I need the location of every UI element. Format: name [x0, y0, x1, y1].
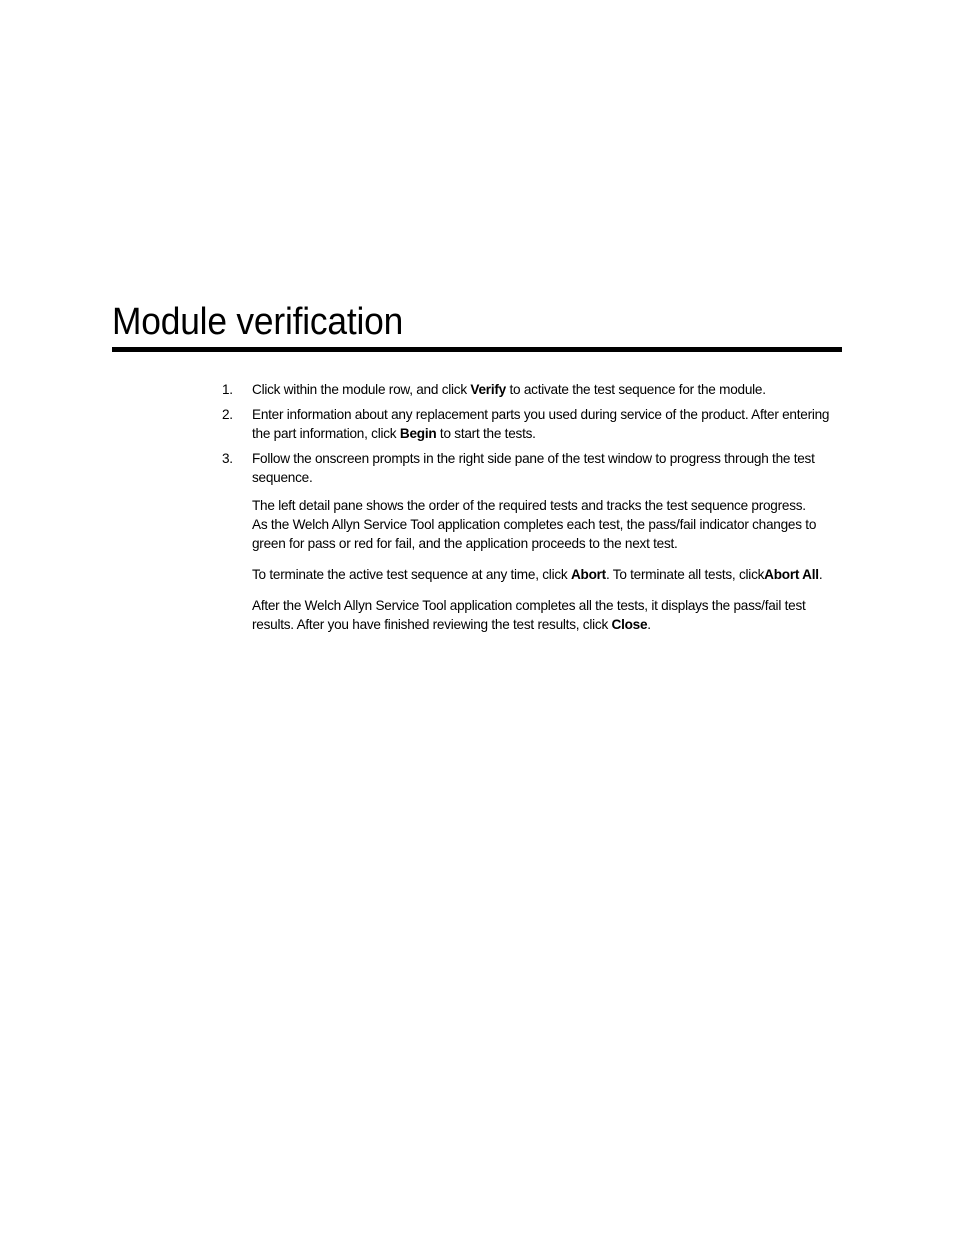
abort-note: To terminate the active test sequence at any time, click Abort. To terminate all tests, clickAbort All.: [252, 567, 823, 582]
begin-term: Begin: [399, 426, 437, 441]
close-term: Close: [611, 617, 648, 632]
procedure-step-3: [222, 449, 842, 487]
page-title: Module verification: [112, 301, 404, 343]
title-rule: [112, 347, 842, 352]
step-number: 2.: [222, 407, 233, 422]
detail-pane-note: The left detail pane shows the order of the required tests and tracks the test sequence progress.: [252, 498, 806, 513]
abort-all-term: Abort All: [764, 567, 819, 582]
step-number: 3.: [222, 451, 233, 466]
step-number: 1.: [222, 382, 233, 397]
procedure-content: [222, 380, 842, 634]
step-text: Enter information about any replacement parts you used during service of the product. After entering the part information, click Begin to start the tests.: [252, 407, 830, 441]
step-text: Follow the onscreen prompts in the right side pane of the test window to progress through the test sequence.: [252, 451, 815, 485]
procedure-step-1: [222, 380, 842, 399]
indicator-note: As the Welch Allyn Service Tool application completes each test, the pass/fail indicator changes to green for pass or red for fail, and the application proceeds to the next test.: [252, 517, 817, 551]
procedure-step-2: [222, 405, 842, 443]
verify-term: Verify: [470, 382, 506, 397]
results-note: After the Welch Allyn Service Tool application completes all the tests, it displays the pass/fail test results. After you have finished reviewing the test results, click Close.: [252, 598, 806, 632]
abort-term: Abort: [570, 567, 606, 582]
step-text: Click within the module row, and click Verify to activate the test sequence for the module.: [252, 382, 766, 397]
